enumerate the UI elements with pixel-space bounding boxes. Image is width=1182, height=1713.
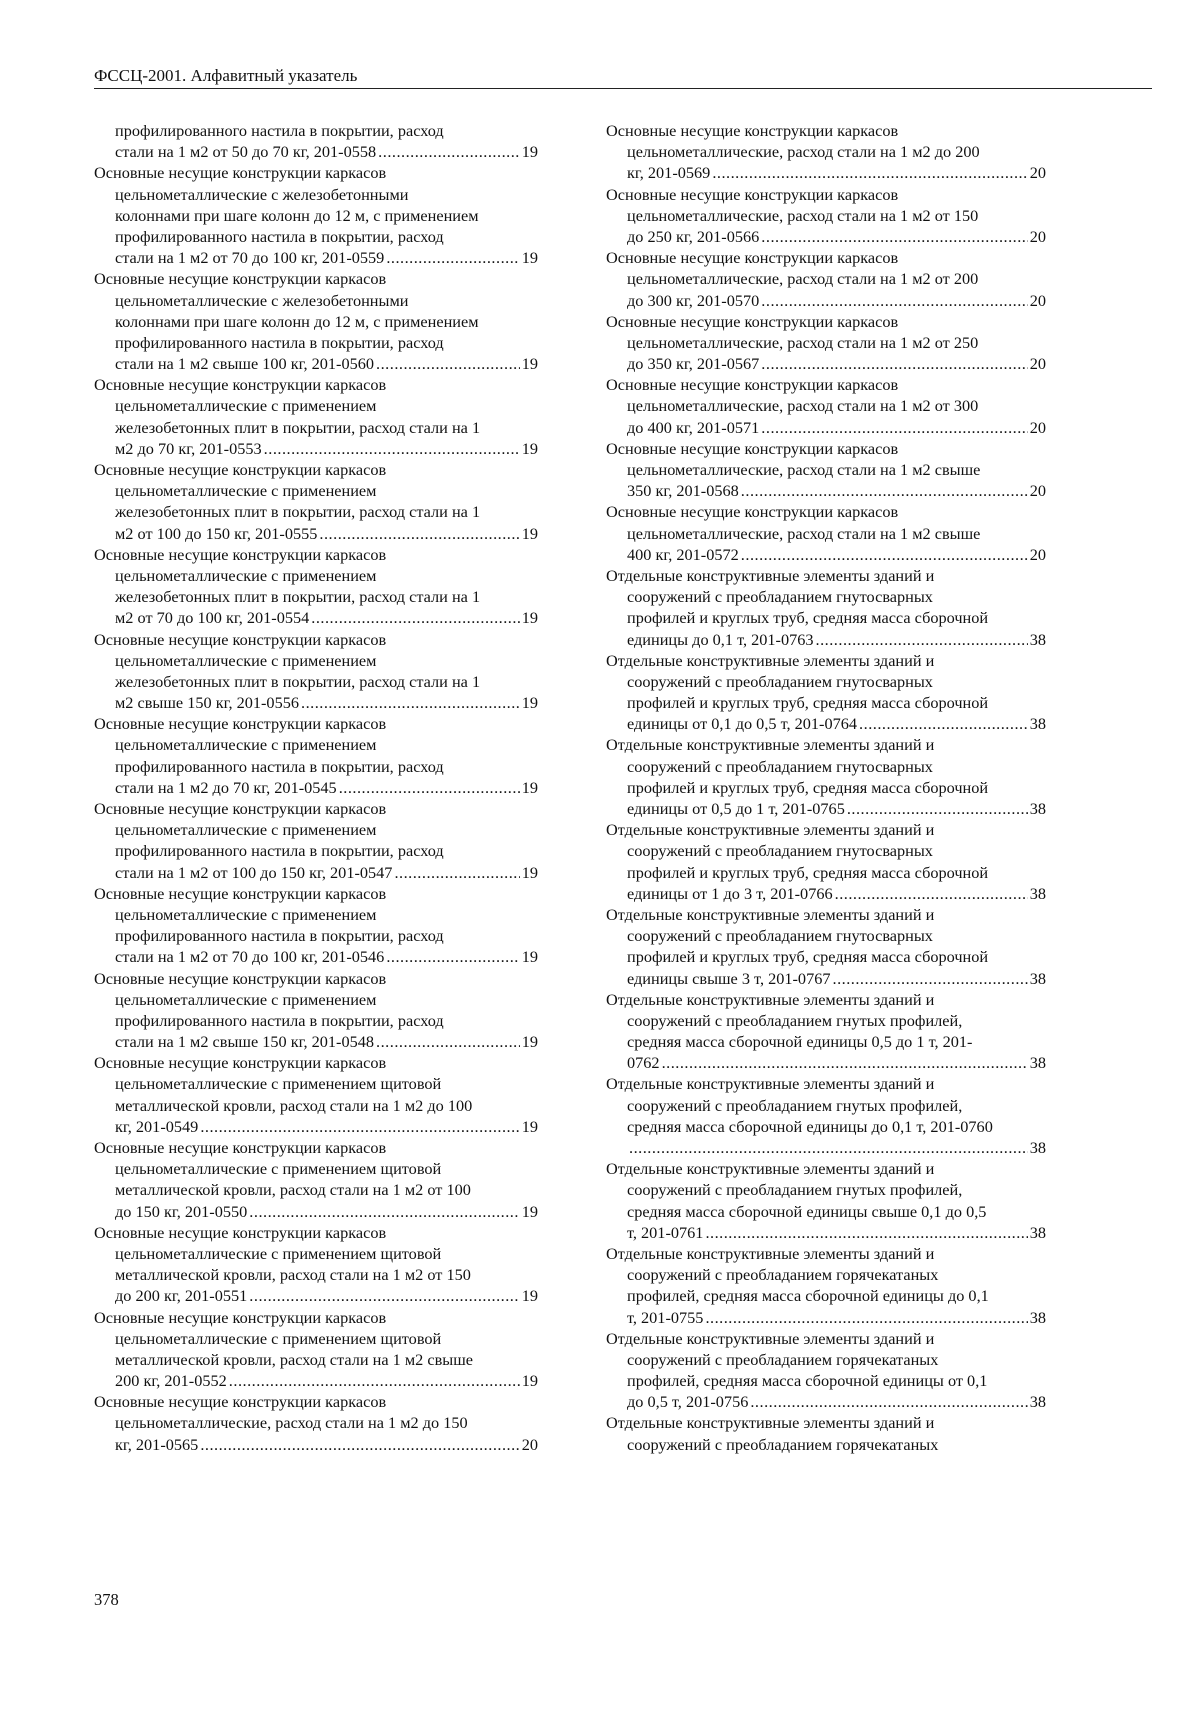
dot-leader <box>761 353 1027 374</box>
entry-line: сооружений с преобладанием горячекатаных <box>627 1349 939 1369</box>
index-entry <box>94 374 538 459</box>
entry-line: Основные несущие конструкции каркасов <box>94 1392 387 1412</box>
entry-line: цельнометаллические, расход стали на 1 м2 от 300 <box>627 396 979 416</box>
entry-page-number: 38 <box>1029 1138 1046 1157</box>
entry-line: профилей и круглых труб, средняя масса сборочной <box>627 693 989 713</box>
entry-text: до 350 кг, 201-0567 <box>627 354 760 374</box>
entry-page-number: 20 <box>1029 163 1046 183</box>
entry-line: колоннами при шаге колонн до 12 м, с применением <box>115 311 479 331</box>
index-column-right <box>606 120 1046 1455</box>
entry-line: Основные несущие конструкции каркасов <box>606 184 899 204</box>
entry-text: единицы от 0,5 до 1 т, 201-0765 <box>627 799 845 818</box>
entry-line: Основные несущие конструкции каркасов <box>606 311 899 331</box>
entry-line: Отдельные конструктивные элементы зданий и <box>606 1328 935 1348</box>
entry-line: профилированного настила в покрытии, расход <box>115 756 444 776</box>
entry-page-number: 19 <box>521 947 538 967</box>
entry-line: цельнометаллические, расход стали на 1 м2 свыше <box>627 523 981 543</box>
entry-line: сооружений с преобладанием гнутосварных <box>627 671 933 691</box>
entry-text: стали на 1 м2 свыше 150 кг, 201-0548 <box>115 1032 375 1052</box>
entry-line: профилированного настила в покрытии, расход <box>115 226 444 246</box>
entry-line: сооружений с преобладанием гнутосварных <box>627 841 933 861</box>
entry-line: Основные несущие конструкции каркасов <box>94 714 387 734</box>
entry-text: стали на 1 м2 свыше 100 кг, 201-0560 <box>115 354 375 374</box>
entry-line: металлической кровли, расход стали на 1 м2 от 150 <box>115 1265 471 1285</box>
dot-leader <box>741 480 1028 501</box>
entry-page-number: 38 <box>1029 1307 1046 1327</box>
entry-line: средняя масса сборочной единицы до 0,1 т, 201-0760 <box>627 1116 993 1136</box>
entry-last-line <box>606 629 1046 650</box>
entry-line: профилей и круглых труб, средняя масса сборочной <box>627 862 989 882</box>
index-entry <box>606 565 1046 650</box>
dot-leader <box>301 692 520 713</box>
index-entry <box>606 989 1046 1074</box>
entry-line: профилей и круглых труб, средняя масса сборочной <box>627 608 989 628</box>
index-entry <box>94 713 538 798</box>
index-entry <box>94 1052 538 1137</box>
entry-line: профилей, средняя масса сборочной единицы до 0,1 <box>627 1286 989 1306</box>
index-entry <box>606 501 1046 565</box>
entry-text: стали на 1 м2 до 70 кг, 201-0545 <box>115 777 337 797</box>
index-entry <box>94 459 538 544</box>
entry-line: Основные несущие конструкции каркасов <box>94 1307 387 1327</box>
entry-line: Основные несущие конструкции каркасов <box>94 269 387 289</box>
entry-last-line <box>606 480 1046 501</box>
entry-line: цельнометаллические с железобетонными <box>115 290 409 310</box>
entry-last-line <box>94 353 538 374</box>
entry-text: м2 до 70 кг, 201-0553 <box>115 438 262 458</box>
entry-text: кг, 201-0569 <box>627 163 711 183</box>
entry-line: профилей и круглых труб, средняя масса сборочной <box>627 777 989 797</box>
dot-leader <box>376 1031 520 1052</box>
dot-leader <box>200 1434 519 1455</box>
entry-page-number: 19 <box>521 1286 538 1306</box>
entry-text: 400 кг, 201-0572 <box>627 544 739 564</box>
entry-line: сооружений с преобладанием гнутосварных <box>627 926 933 946</box>
entry-text: стали на 1 м2 от 70 до 100 кг, 201-0546 <box>115 947 385 967</box>
index-entry <box>94 968 538 1053</box>
entry-last-line <box>606 1307 1046 1328</box>
running-header: ФССЦ-2001. Алфавитный указатель <box>94 66 1152 89</box>
entry-line: профилированного настила в покрытии, расход <box>115 841 444 861</box>
entry-line: Основные несущие конструкции каркасов <box>94 629 387 649</box>
entry-last-line <box>606 1137 1046 1158</box>
entry-line: цельнометаллические с применением <box>115 650 377 670</box>
entry-line: цельнометаллические с применением щитовой <box>115 1074 442 1094</box>
entry-line: Основные несущие конструкции каркасов <box>94 1053 387 1073</box>
entry-last-line <box>94 946 538 967</box>
entry-line: профилированного настила в покрытии, расход <box>115 926 444 946</box>
entry-line: Отдельные конструктивные элементы зданий и <box>606 1074 935 1094</box>
dot-leader <box>386 946 519 967</box>
entry-line: Отдельные конструктивные элементы зданий и <box>606 1413 935 1433</box>
entry-line: цельнометаллические, расход стали на 1 м2 от 150 <box>627 205 979 225</box>
entry-page-number: 19 <box>521 777 538 797</box>
entry-last-line <box>606 1222 1046 1243</box>
dot-leader <box>378 141 520 162</box>
entry-text: 0762 <box>627 1053 660 1073</box>
entry-text: т, 201-0761 <box>627 1222 704 1242</box>
entry-page-number: 20 <box>1029 290 1046 310</box>
entry-text: до 0,5 т, 201-0756 <box>627 1392 749 1412</box>
entry-page-number: 19 <box>521 1201 538 1221</box>
entry-last-line <box>606 290 1046 311</box>
entry-page-number: 38 <box>1029 968 1046 988</box>
index-entry <box>94 629 538 714</box>
entry-last-line <box>606 353 1046 374</box>
entry-line: сооружений с преобладанием горячекатаных <box>627 1265 939 1285</box>
dot-leader <box>750 1391 1027 1412</box>
entry-line: Основные несущие конструкции каркасов <box>94 883 387 903</box>
entry-line: сооружений с преобладанием гнутосварных <box>627 587 933 607</box>
entry-page-number: 19 <box>521 693 538 713</box>
entry-line: Основные несущие конструкции каркасов <box>94 460 387 479</box>
dot-leader <box>629 1137 1028 1158</box>
index-entry <box>606 819 1046 904</box>
entry-page-number: 19 <box>521 523 538 543</box>
entry-line: Основные несущие конструкции каркасов <box>606 438 899 458</box>
entry-line: Основные несущие конструкции каркасов <box>94 375 387 395</box>
dot-leader <box>705 1222 1027 1243</box>
entry-text: единицы до 0,1 т, 201-0763 <box>627 629 814 649</box>
entry-last-line <box>94 247 538 268</box>
entry-text: кг, 201-0549 <box>115 1116 199 1136</box>
entry-line: Основные несущие конструкции каркасов <box>94 1138 387 1157</box>
index-entry <box>94 544 538 629</box>
entry-line: цельнометаллические, расход стали на 1 м2 до 200 <box>627 142 980 162</box>
index-entry <box>606 1328 1046 1413</box>
entry-text: стали на 1 м2 от 100 до 150 кг, 201-0547 <box>115 862 393 882</box>
entry-last-line <box>94 862 538 883</box>
index-entry <box>94 120 538 162</box>
entry-last-line <box>606 162 1046 183</box>
entry-page-number: 38 <box>1029 883 1046 903</box>
entry-line: сооружений с преобладанием гнутосварных <box>627 756 933 776</box>
index-entry <box>94 162 538 268</box>
index-entry <box>606 438 1046 502</box>
entry-last-line <box>606 798 1046 819</box>
entry-last-line <box>94 692 538 713</box>
dot-leader <box>662 1052 1028 1073</box>
entry-text: единицы от 1 до 3 т, 201-0766 <box>627 883 833 903</box>
entry-text: кг, 201-0565 <box>115 1434 199 1454</box>
entry-line: Основные несущие конструкции каркасов <box>606 502 899 522</box>
entry-line: Отдельные конструктивные элементы зданий и <box>606 565 935 585</box>
entry-line: цельнометаллические с применением <box>115 735 377 755</box>
entry-page-number: 19 <box>521 1116 538 1136</box>
entry-page-number: 20 <box>1029 354 1046 374</box>
dot-leader <box>264 438 520 459</box>
index-entry <box>606 734 1046 819</box>
entry-page-number: 20 <box>1029 544 1046 564</box>
index-entry <box>94 1222 538 1307</box>
index-entry <box>606 120 1046 184</box>
entry-last-line <box>94 607 538 628</box>
index-entry <box>606 1073 1046 1158</box>
entry-last-line <box>606 544 1046 565</box>
entry-page-number: 19 <box>521 1371 538 1391</box>
entry-line: Основные несущие конструкции каркасов <box>94 968 387 988</box>
entry-line: цельнометаллические с применением щитовой <box>115 1328 442 1348</box>
entry-page-number: 20 <box>1029 481 1046 501</box>
entry-line: Отдельные конструктивные элементы зданий и <box>606 735 935 755</box>
entry-line: цельнометаллические, расход стали на 1 м2 до 150 <box>115 1413 468 1433</box>
index-entry <box>94 1307 538 1392</box>
entry-line: Отдельные конструктивные элементы зданий и <box>606 650 935 670</box>
entry-line: железобетонных плит в покрытии, расход стали на 1 <box>115 587 481 607</box>
dot-leader <box>311 607 519 628</box>
entry-line: Основные несущие конструкции каркасов <box>606 121 899 140</box>
entry-line: сооружений с преобладанием гнутых профилей, <box>627 1095 963 1115</box>
entry-text: до 150 кг, 201-0550 <box>115 1201 248 1221</box>
entry-line: колоннами при шаге колонн до 12 м, с применением <box>115 205 479 225</box>
entry-line: цельнометаллические с применением <box>115 820 377 840</box>
entry-line: металлической кровли, расход стали на 1 м2 от 100 <box>115 1180 471 1200</box>
dot-leader <box>835 883 1028 904</box>
entry-text: стали на 1 м2 от 50 до 70 кг, 201-0558 <box>115 142 377 162</box>
entry-last-line <box>606 1052 1046 1073</box>
index-entry <box>606 311 1046 375</box>
entry-line: цельнометаллические с применением <box>115 396 377 416</box>
entry-line: сооружений с преобладанием гнутых профилей, <box>627 1180 963 1200</box>
entry-line: средняя масса сборочной единицы 0,5 до 1 т, 201- <box>627 1032 973 1052</box>
dot-leader <box>859 713 1028 734</box>
entry-line: Основные несущие конструкции каркасов <box>606 248 899 268</box>
entry-line: цельнометаллические, расход стали на 1 м2 от 250 <box>627 332 979 352</box>
entry-text: до 200 кг, 201-0551 <box>115 1286 248 1306</box>
index-entry <box>94 883 538 968</box>
page-number: 378 <box>94 1590 119 1609</box>
entry-page-number: 19 <box>521 862 538 882</box>
entry-line: цельнометаллические с железобетонными <box>115 184 409 204</box>
entry-page-number: 19 <box>521 142 538 162</box>
entry-text: 200 кг, 201-0552 <box>115 1371 227 1391</box>
entry-line: Основные несущие конструкции каркасов <box>94 1222 387 1242</box>
entry-line: Отдельные конструктивные элементы зданий и <box>606 989 935 1009</box>
entry-page-number: 38 <box>1029 799 1046 818</box>
entry-last-line <box>94 1031 538 1052</box>
entry-line: профилированного настила в покрытии, расход <box>115 121 444 140</box>
dot-leader <box>376 353 520 374</box>
entry-line: Основные несущие конструкции каркасов <box>94 163 387 183</box>
dot-leader <box>249 1285 519 1306</box>
dot-leader <box>712 162 1027 183</box>
index-entry <box>94 1137 538 1222</box>
entry-line: сооружений с преобладанием гнутых профилей, <box>627 1010 963 1030</box>
entry-line: цельнометаллические с применением <box>115 481 377 501</box>
entry-line: Основные несущие конструкции каркасов <box>606 375 899 395</box>
dot-leader <box>249 1201 519 1222</box>
entry-page-number: 19 <box>521 354 538 374</box>
dot-leader <box>705 1307 1027 1328</box>
dot-leader <box>386 247 519 268</box>
index-entry <box>606 1158 1046 1243</box>
entry-page-number: 38 <box>1029 629 1046 649</box>
entry-text: до 400 кг, 201-0571 <box>627 417 760 437</box>
entry-text: до 250 кг, 201-0566 <box>627 226 760 246</box>
entry-line: Отдельные конструктивные элементы зданий и <box>606 820 935 840</box>
entry-line: цельнометаллические с применением <box>115 904 377 924</box>
entry-line: цельнометаллические с применением щитовой <box>115 1159 442 1179</box>
entry-page-number: 20 <box>1029 226 1046 246</box>
entry-line: металлической кровли, расход стали на 1 м2 до 100 <box>115 1095 473 1115</box>
index-entry <box>94 798 538 883</box>
entry-last-line <box>94 1434 538 1455</box>
index-column-left <box>94 120 538 1455</box>
entry-last-line <box>94 1116 538 1137</box>
entry-line: цельнометаллические, расход стали на 1 м2 свыше <box>627 460 981 479</box>
entry-line: цельнометаллические с применением щитовой <box>115 1243 442 1263</box>
entry-page-number: 20 <box>1029 417 1046 437</box>
entry-page-number: 38 <box>1029 1053 1046 1073</box>
entry-line: Основные несущие конструкции каркасов <box>94 799 387 818</box>
entry-page-number: 38 <box>1029 1392 1046 1412</box>
entry-last-line <box>94 1201 538 1222</box>
entry-text: м2 свыше 150 кг, 201-0556 <box>115 693 299 713</box>
dot-leader <box>816 629 1028 650</box>
entry-text: т, 201-0755 <box>627 1307 704 1327</box>
entry-last-line <box>94 523 538 544</box>
dot-leader <box>833 968 1028 989</box>
entry-last-line <box>94 141 538 162</box>
dot-leader <box>761 226 1027 247</box>
entry-page-number: 20 <box>521 1434 538 1454</box>
dot-leader <box>339 777 520 798</box>
dot-leader <box>847 798 1028 819</box>
entry-page-number: 38 <box>1029 714 1046 734</box>
entry-page-number: 19 <box>521 438 538 458</box>
entry-line: Основные несущие конструкции каркасов <box>94 544 387 564</box>
dot-leader <box>741 544 1028 565</box>
entry-last-line <box>94 1285 538 1306</box>
entry-page-number: 38 <box>1029 1222 1046 1242</box>
entry-last-line <box>606 883 1046 904</box>
index-entry <box>606 650 1046 735</box>
entry-last-line <box>606 713 1046 734</box>
dot-leader <box>761 290 1027 311</box>
entry-last-line <box>94 777 538 798</box>
index-entry <box>606 1243 1046 1328</box>
dot-leader <box>229 1370 520 1391</box>
entry-line: цельнометаллические с применением <box>115 565 377 585</box>
entry-line: цельнометаллические, расход стали на 1 м2 от 200 <box>627 269 979 289</box>
entry-last-line <box>94 1370 538 1391</box>
entry-text: единицы от 0,1 до 0,5 т, 201-0764 <box>627 714 858 734</box>
entry-text: м2 от 100 до 150 кг, 201-0555 <box>115 523 318 543</box>
entry-line: профилей, средняя масса сборочной единицы от 0,1 <box>627 1371 988 1391</box>
entry-last-line <box>606 417 1046 438</box>
dot-leader <box>394 862 519 883</box>
index-entry <box>606 184 1046 248</box>
index-entry <box>606 247 1046 311</box>
entry-page-number: 19 <box>521 608 538 628</box>
entry-text: 350 кг, 201-0568 <box>627 481 739 501</box>
entry-text: единицы свыше 3 т, 201-0767 <box>627 968 831 988</box>
entry-line: средняя масса сборочной единицы свыше 0,1 до 0,5 <box>627 1201 987 1221</box>
index-entry <box>606 374 1046 438</box>
entry-line: профилированного настила в покрытии, расход <box>115 1010 444 1030</box>
entry-line: сооружений с преобладанием горячекатаных <box>627 1434 939 1454</box>
entry-last-line <box>606 968 1046 989</box>
entry-page-number: 19 <box>521 248 538 268</box>
entry-line: железобетонных плит в покрытии, расход стали на 1 <box>115 417 481 437</box>
entry-line: железобетонных плит в покрытии, расход стали на 1 <box>115 671 481 691</box>
entry-line: металлической кровли, расход стали на 1 м2 свыше <box>115 1349 473 1369</box>
entry-line: цельнометаллические с применением <box>115 989 377 1009</box>
entry-text: стали на 1 м2 от 70 до 100 кг, 201-0559 <box>115 248 385 268</box>
index-entry <box>606 904 1046 989</box>
entry-text: м2 от 70 до 100 кг, 201-0554 <box>115 608 310 628</box>
entry-line: Отдельные конструктивные элементы зданий и <box>606 1243 935 1263</box>
entry-line: Отдельные конструктивные элементы зданий и <box>606 904 935 924</box>
entry-line: профилированного настила в покрытии, расход <box>115 332 444 352</box>
index-entry <box>94 268 538 374</box>
entry-last-line <box>606 226 1046 247</box>
entry-last-line <box>94 438 538 459</box>
entry-page-number: 19 <box>521 1032 538 1052</box>
dot-leader <box>761 417 1027 438</box>
dot-leader <box>200 1116 519 1137</box>
entry-text: до 300 кг, 201-0570 <box>627 290 760 310</box>
index-entry <box>94 1391 538 1455</box>
entry-line: профилей и круглых труб, средняя масса сборочной <box>627 947 989 967</box>
entry-line: железобетонных плит в покрытии, расход стали на 1 <box>115 502 481 522</box>
dot-leader <box>319 523 519 544</box>
entry-last-line <box>606 1391 1046 1412</box>
entry-line: Отдельные конструктивные элементы зданий и <box>606 1159 935 1179</box>
index-entry <box>606 1412 1046 1454</box>
